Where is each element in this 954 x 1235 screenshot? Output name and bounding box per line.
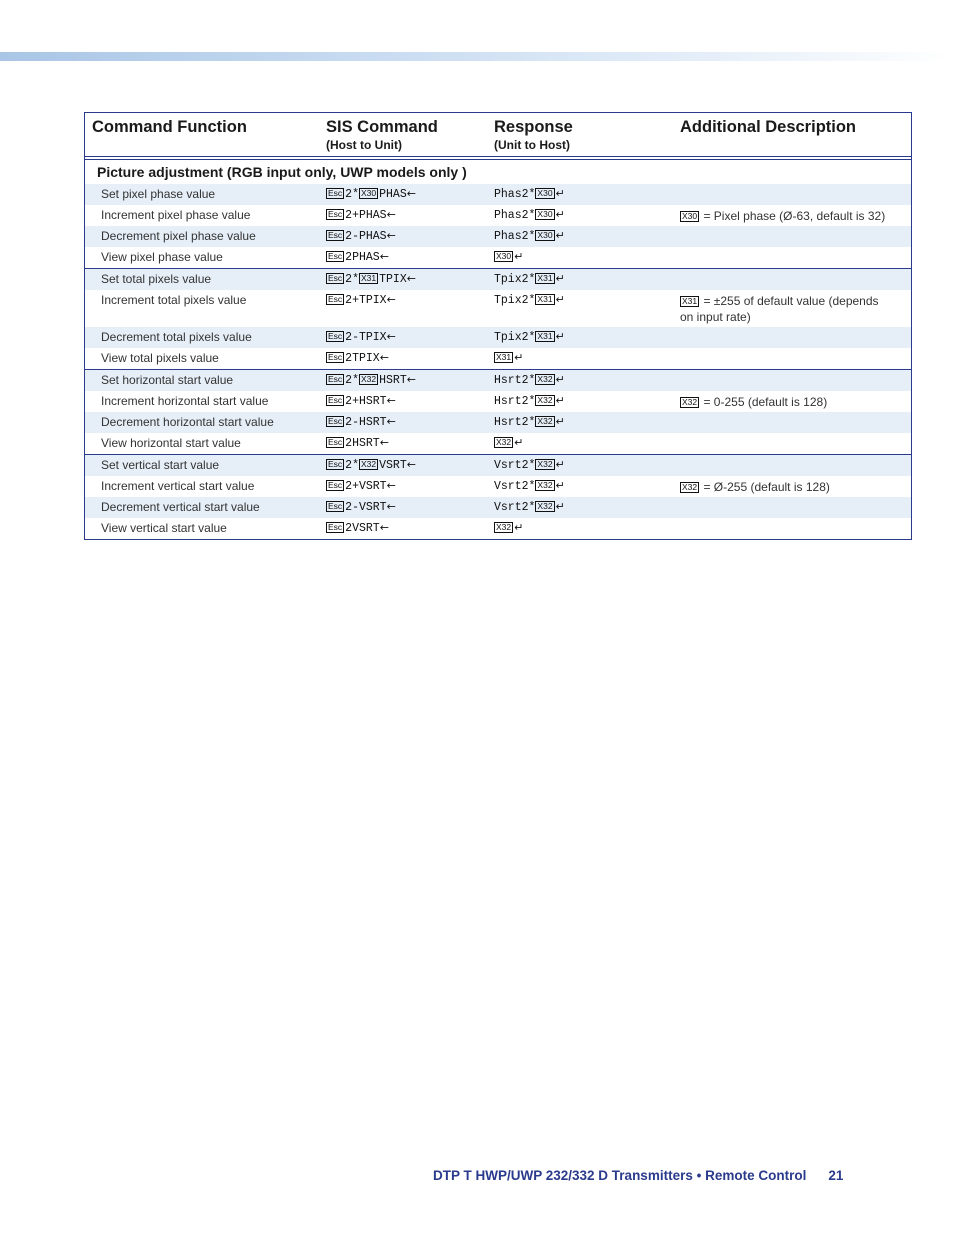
sis-command <box>326 373 416 387</box>
return-arrow-icon: ↵ <box>555 272 565 285</box>
enter-arrow-icon: ← <box>379 351 389 364</box>
return-arrow-icon: ↵ <box>555 500 565 513</box>
table-body <box>85 184 911 539</box>
return-arrow-icon: ↵ <box>514 250 524 263</box>
variable-box: X32 <box>537 501 553 511</box>
table-row <box>85 433 911 454</box>
command-function: View total pixels value <box>101 351 219 365</box>
command-text: 2HSRT <box>345 437 380 450</box>
esc-key-icon: Esc <box>328 395 343 405</box>
command-text: 2-TPIX <box>345 331 387 344</box>
response-text: Vsrt2* <box>494 480 536 493</box>
variable-box: X32 <box>360 459 377 469</box>
sis-command <box>326 351 389 365</box>
response <box>494 250 523 264</box>
header-command-function-label: Command Function <box>92 118 247 136</box>
command-function: Increment pixel phase value <box>101 208 251 222</box>
response-text: Hsrt2* <box>494 374 536 387</box>
enter-arrow-icon: ← <box>386 500 396 513</box>
top-decorative-band <box>0 52 954 61</box>
enter-arrow-icon: ← <box>379 436 389 449</box>
table-header <box>85 113 911 157</box>
esc-key-icon: Esc <box>328 230 343 240</box>
command-function: Increment total pixels value <box>101 293 247 307</box>
command-function: Set total pixels value <box>101 272 212 286</box>
header-additional-description-label: Additional Description <box>680 118 857 136</box>
response-text: Hsrt2* <box>494 395 536 408</box>
additional-description <box>680 208 895 224</box>
response <box>494 330 565 344</box>
sis-command <box>326 272 416 286</box>
table-row <box>85 184 911 205</box>
variable-box: X32 <box>682 397 698 407</box>
table-row <box>85 518 911 539</box>
sis-command <box>326 187 416 201</box>
esc-key-icon: Esc <box>328 416 343 426</box>
variable-box: X31 <box>682 296 698 306</box>
response <box>494 394 565 408</box>
return-arrow-icon: ↵ <box>555 458 565 471</box>
variable-box: X31 <box>496 352 512 362</box>
table-row <box>85 412 911 433</box>
response-text: Tpix2* <box>494 331 536 344</box>
command-function: Decrement total pixels value <box>101 330 252 344</box>
variable-box: X32 <box>682 482 698 492</box>
enter-arrow-icon: ← <box>406 373 416 386</box>
command-function: Set pixel phase value <box>101 187 216 201</box>
table-row <box>85 476 911 497</box>
additional-description <box>680 394 895 410</box>
response <box>494 479 565 493</box>
command-text: 2PHAS <box>345 251 380 264</box>
variable-box: X32 <box>360 374 377 384</box>
variable-box: X31 <box>537 294 553 304</box>
variable-box: X30 <box>537 209 553 219</box>
command-text: VSRT <box>379 459 407 472</box>
return-arrow-icon: ↵ <box>555 479 565 492</box>
variable-box: X31 <box>537 273 553 283</box>
variable-box: X30 <box>537 188 553 198</box>
response <box>494 458 565 472</box>
sis-command <box>326 415 396 429</box>
table-row <box>85 290 911 327</box>
variable-box: X32 <box>537 395 553 405</box>
esc-key-icon: Esc <box>328 331 343 341</box>
response-text: Vsrt2* <box>494 501 536 514</box>
variable-box: X32 <box>537 480 553 490</box>
table-row <box>85 205 911 226</box>
command-text: 2-HSRT <box>345 416 387 429</box>
command-text: 2* <box>345 459 359 472</box>
command-text: 2* <box>345 374 359 387</box>
enter-arrow-icon: ← <box>386 415 396 428</box>
header-response-sub: (Unit to Host) <box>494 138 570 152</box>
return-arrow-icon: ↵ <box>555 229 565 242</box>
command-text: 2+HSRT <box>345 395 387 408</box>
command-text: 2+VSRT <box>345 480 387 493</box>
table-row <box>85 327 911 348</box>
additional-description <box>680 293 895 325</box>
command-group <box>85 454 911 539</box>
response <box>494 415 565 429</box>
variable-box: X32 <box>537 459 553 469</box>
sis-command <box>326 394 396 408</box>
enter-arrow-icon: ← <box>379 250 389 263</box>
response <box>494 272 565 286</box>
description-text: = Pixel phase (Ø-63, default is 32) <box>700 209 886 223</box>
sis-command <box>326 500 396 514</box>
table-row <box>85 497 911 518</box>
command-group <box>85 268 911 369</box>
enter-arrow-icon: ← <box>386 208 396 221</box>
command-text: 2VSRT <box>345 522 380 535</box>
response <box>494 373 565 387</box>
command-function: Increment vertical start value <box>101 479 255 493</box>
header-response <box>494 118 573 152</box>
command-function: Increment horizontal start value <box>101 394 269 408</box>
response <box>494 208 565 222</box>
return-arrow-icon: ↵ <box>555 394 565 407</box>
return-arrow-icon: ↵ <box>555 330 565 343</box>
sis-command <box>326 293 396 307</box>
response-text: Phas2* <box>494 188 536 201</box>
esc-key-icon: Esc <box>328 374 343 384</box>
return-arrow-icon: ↵ <box>555 373 565 386</box>
return-arrow-icon: ↵ <box>555 208 565 221</box>
return-arrow-icon: ↵ <box>555 415 565 428</box>
response <box>494 229 565 243</box>
description-text: = ±255 of default value (depends on input rate) <box>680 294 879 324</box>
variable-box: X32 <box>537 374 553 384</box>
header-sis-command-label: SIS Command <box>326 118 438 136</box>
section-title: Picture adjustment (RGB input only, UWP models only ) <box>97 164 467 180</box>
variable-box: X32 <box>496 437 512 447</box>
header-sis-command-sub: (Host to Unit) <box>326 138 402 152</box>
command-text: PHAS <box>379 188 407 201</box>
return-arrow-icon: ↵ <box>555 293 565 306</box>
esc-key-icon: Esc <box>328 188 343 198</box>
return-arrow-icon: ↵ <box>555 187 565 200</box>
variable-box: X31 <box>360 273 377 283</box>
header-additional-description <box>680 118 856 136</box>
command-text: 2-PHAS <box>345 230 387 243</box>
command-group <box>85 369 911 454</box>
esc-key-icon: Esc <box>328 480 343 490</box>
esc-key-icon: Esc <box>328 251 343 261</box>
command-group <box>85 184 911 268</box>
page-footer <box>433 1168 843 1183</box>
enter-arrow-icon: ← <box>379 521 389 534</box>
footer-title: DTP T HWP/UWP 232/332 D Transmitters • Remote Control <box>433 1168 807 1183</box>
additional-description <box>680 479 895 495</box>
enter-arrow-icon: ← <box>386 293 396 306</box>
command-text: 2+TPIX <box>345 294 387 307</box>
command-text: 2* <box>345 188 359 201</box>
header-sis-command <box>326 118 438 152</box>
command-text: TPIX <box>379 273 407 286</box>
variable-box: X30 <box>496 251 512 261</box>
table-row <box>85 391 911 412</box>
table-row <box>85 226 911 247</box>
command-function: Decrement pixel phase value <box>101 229 256 243</box>
esc-key-icon: Esc <box>328 501 343 511</box>
command-function: Set horizontal start value <box>101 373 234 387</box>
sis-command <box>326 458 416 472</box>
enter-arrow-icon: ← <box>386 330 396 343</box>
return-arrow-icon: ↵ <box>514 521 524 534</box>
response-text: Phas2* <box>494 230 536 243</box>
esc-key-icon: Esc <box>328 459 343 469</box>
sis-command <box>326 330 396 344</box>
enter-arrow-icon: ← <box>386 229 396 242</box>
command-text: HSRT <box>379 374 407 387</box>
return-arrow-icon: ↵ <box>514 436 524 449</box>
sis-command <box>326 436 389 450</box>
enter-arrow-icon: ← <box>406 187 416 200</box>
variable-box: X32 <box>537 416 553 426</box>
command-function: Set vertical start value <box>101 458 220 472</box>
esc-key-icon: Esc <box>328 352 343 362</box>
table-row <box>85 269 911 290</box>
table-row <box>85 348 911 369</box>
esc-key-icon: Esc <box>328 437 343 447</box>
table-row <box>85 455 911 476</box>
response <box>494 521 523 535</box>
response <box>494 351 523 365</box>
variable-box: X30 <box>360 188 377 198</box>
header-command-function <box>92 118 247 136</box>
variable-box: X30 <box>537 230 553 240</box>
sis-command <box>326 479 396 493</box>
return-arrow-icon: ↵ <box>514 351 524 364</box>
sis-command <box>326 250 389 264</box>
enter-arrow-icon: ← <box>386 479 396 492</box>
page-number: 21 <box>828 1168 844 1183</box>
enter-arrow-icon: ← <box>406 458 416 471</box>
esc-key-icon: Esc <box>328 294 343 304</box>
sis-command-table <box>84 112 912 540</box>
variable-box: X30 <box>682 211 698 221</box>
sis-command <box>326 521 389 535</box>
sis-command <box>326 208 396 222</box>
command-text: 2* <box>345 273 359 286</box>
command-function: View pixel phase value <box>101 250 223 264</box>
esc-key-icon: Esc <box>328 209 343 219</box>
command-function: Decrement horizontal start value <box>101 415 274 429</box>
variable-box: X31 <box>537 331 553 341</box>
response-text: Tpix2* <box>494 273 536 286</box>
response-text: Phas2* <box>494 209 536 222</box>
table-row <box>85 247 911 268</box>
response <box>494 500 565 514</box>
command-text: 2TPIX <box>345 352 380 365</box>
response-text: Vsrt2* <box>494 459 536 472</box>
esc-key-icon: Esc <box>328 273 343 283</box>
esc-key-icon: Esc <box>328 522 343 532</box>
response <box>494 436 523 450</box>
response <box>494 187 565 201</box>
header-response-label: Response <box>494 118 573 136</box>
enter-arrow-icon: ← <box>386 394 396 407</box>
description-text: = Ø-255 (default is 128) <box>700 480 830 494</box>
response-text: Tpix2* <box>494 294 536 307</box>
sis-command <box>326 229 396 243</box>
description-text: = 0-255 (default is 128) <box>700 395 828 409</box>
command-function: View horizontal start value <box>101 436 241 450</box>
command-function: Decrement vertical start value <box>101 500 260 514</box>
variable-box: X32 <box>496 522 512 532</box>
response-text: Hsrt2* <box>494 416 536 429</box>
command-function: View vertical start value <box>101 521 227 535</box>
table-row <box>85 370 911 391</box>
response <box>494 293 565 307</box>
enter-arrow-icon: ← <box>406 272 416 285</box>
command-text: 2+PHAS <box>345 209 387 222</box>
command-text: 2-VSRT <box>345 501 387 514</box>
